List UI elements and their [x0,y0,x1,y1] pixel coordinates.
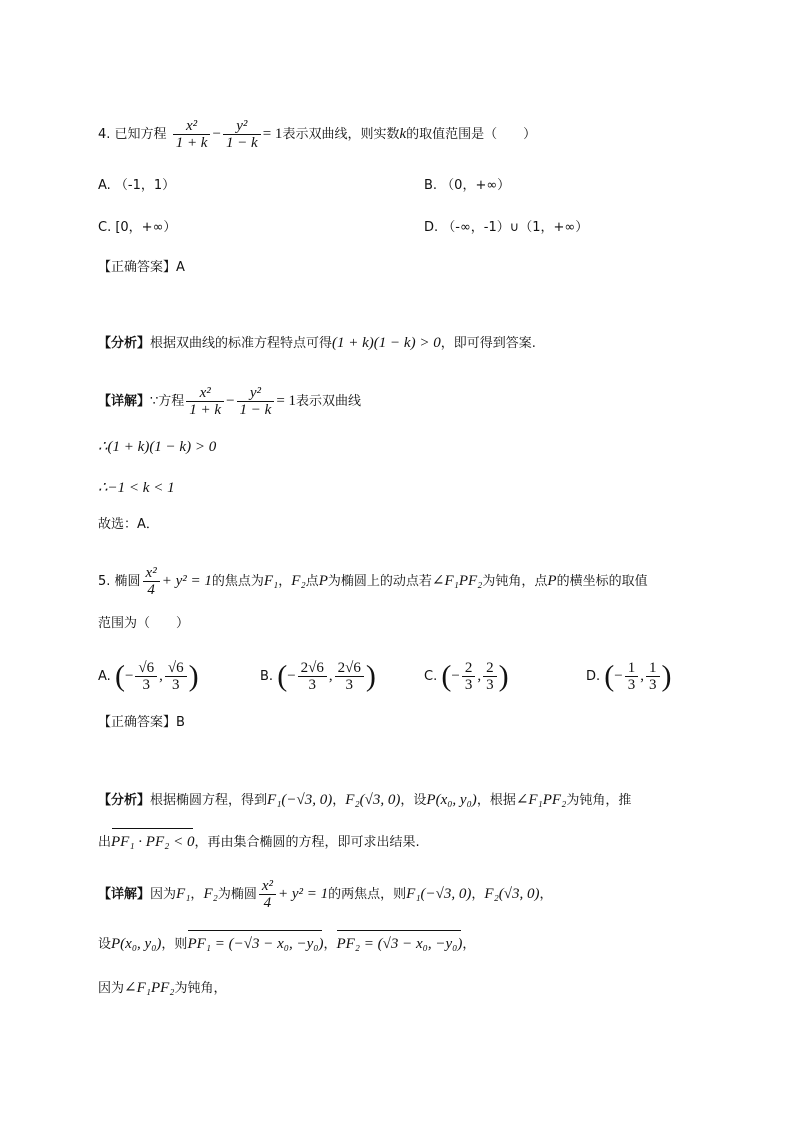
q5-option-b: B. (− $\frac{2√6}{3}$ , $\frac{2√6}{3}$ ) [260,659,376,693]
q5-stem-line2: 范围为（ ） [98,616,190,631]
q4-detail: 【详解】∵方程 $\frac{\text{x²}}{1 + k}$ − $\frac{\text{y²}}{1 - k}$ = 1表示双曲线 [98,385,362,418]
q4-choose: 故选：A． [98,517,159,532]
q4-option-b: B. （0，+∞） [424,178,511,193]
q5-answer: 【正确答案】B [98,715,185,730]
q4-stem: 4. 已知方程 $\frac{\text{x²}}{1 + k}$ − $\frac{\text{y²}}{1 - k}$ = 1表示双曲线，则实数k的取值范围是（ ） [98,118,537,151]
q5-detail-line2: 设P(x₀, y₀)，则PF₁ = (−√3 − x₀, −y₀)，PF₂ = (√3 − x₀, −y₀)， [98,936,476,952]
q4-fraction-x: $\frac{\text{x²}}{1 + k}$ [173,118,211,151]
q5-option-d: D. (− $\frac{1}{3}$ , $\frac{1}{3}$ ) [586,659,672,693]
q4-option-a: A. （-1，1） [98,178,176,193]
q5-analysis: 【分析】根据椭圆方程，得到F₁(−√3, 0)，F₂(√3, 0)，设P(x₀, y₀)，根据∠F₁PF₂为钝角，推 [98,792,632,808]
q5-detail: 【详解】因为F₁，F₂为椭圆 $\frac{\text{x²}}{4}$ + y² = 1的两焦点，则F₁(−√3, 0)，F₂(√3, 0)， [98,878,553,911]
q4-analysis: 【分析】根据双曲线的标准方程特点可得(1 + k)(1 − k) > 0，即可得到答案. [98,335,536,351]
q5-stem: 5. 椭圆 $\frac{\text{x²}}{4}$ + y² = 1的焦点为F₁，F₂点P为椭圆上的动点若∠F₁PF₂为钝角，点P的横坐标的取值 [98,565,648,598]
q4-fraction-y: $\frac{\text{y²}}{1 - k}$ [223,118,261,151]
q5-analysis-line2: 出PF₁ · PF₂ < 0，再由集合椭圆的方程，即可求出结果. [98,834,420,850]
q4-answer: 【正确答案】A [98,260,185,275]
q4-option-d: D. （-∞，-1）∪（1，+∞） [424,220,589,235]
q5-option-a: A. (− $\frac{√6}{3}$ , $\frac{√6}{3}$ ) [98,659,199,693]
q5-detail-line3: 因为∠F₁PF₂为钝角， [98,980,227,996]
q4-step-1: ∴(1 + k)(1 − k) > 0 [98,439,217,455]
q5-option-c: C. (− $\frac{2}{3}$ , $\frac{2}{3}$ ) [424,659,509,693]
q4-option-c: C. [0，+∞） [98,220,177,235]
q4-step-2: ∴−1 < k < 1 [98,480,175,496]
